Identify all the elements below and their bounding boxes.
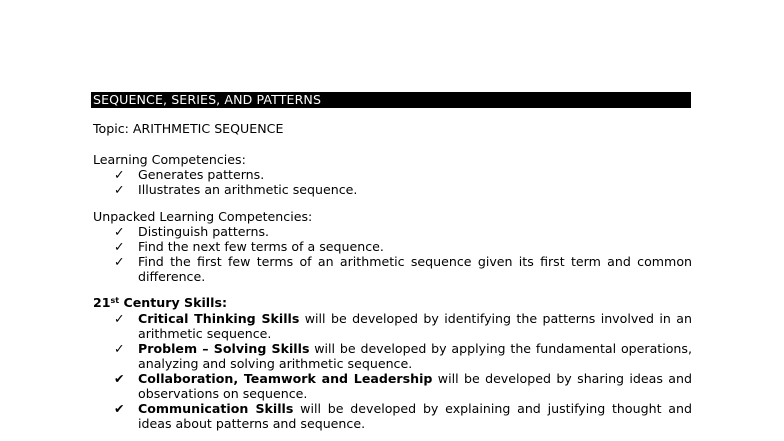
skill-name: Problem – Solving Skills	[138, 341, 310, 356]
checkmark-icon: ✔	[114, 371, 125, 386]
checkmark-icon: ✓	[114, 239, 125, 254]
skill-description: will be developed by sharing ideas and observations on sequence.	[138, 371, 692, 401]
checkmark-icon: ✓	[114, 341, 125, 356]
skill-name: Communication Skills	[138, 401, 294, 416]
list-item	[114, 311, 692, 341]
unpacked-competencies-list	[114, 224, 692, 284]
list-item	[114, 254, 692, 284]
list-item-text: Distinguish patterns.	[138, 224, 270, 239]
checkmark-icon: ✓	[114, 224, 125, 239]
learning-competencies-heading-text: Learning Competencies	[93, 152, 242, 167]
list-item	[114, 371, 692, 401]
skill-description: will be developed by applying the fundamental operations, analyzing and solving arithmetic sequence.	[138, 341, 692, 371]
checkmark-icon: ✓	[114, 311, 125, 326]
list-item	[114, 224, 692, 239]
learning-competencies-heading-colon: :	[241, 152, 246, 167]
topic-line: Topic: ARITHMETIC SEQUENCE	[93, 121, 284, 136]
checkmark-icon: ✔	[114, 401, 125, 416]
skill-description: will be developed by explaining and justifying thought and ideas about patterns and sequence.	[138, 401, 692, 431]
learning-competencies-list	[114, 167, 692, 197]
skill-name: Collaboration, Teamwork and Leadership	[138, 371, 433, 386]
skill-description: will be developed by identifying the patterns involved in an arithmetic sequence.	[138, 311, 693, 341]
checkmark-icon: ✓	[114, 182, 125, 197]
section-title-banner: SEQUENCE, SERIES, AND PATTERNS	[91, 92, 691, 108]
list-item-text: Illustrates an arithmetic sequence.	[138, 182, 358, 197]
checkmark-icon: ✓	[114, 167, 125, 182]
century-skills-list	[114, 311, 692, 431]
list-item	[114, 239, 692, 254]
skill-name: Critical Thinking Skills	[138, 311, 300, 326]
list-item	[114, 167, 692, 182]
list-item-text: Find the first few terms of an arithmetic sequence given its first term and common difference.	[138, 254, 692, 284]
learning-competencies-heading	[93, 152, 246, 168]
century-skills-heading-sup: st	[110, 296, 120, 305]
checkmark-icon: ✓	[114, 254, 125, 269]
list-item-text: Generates patterns.	[138, 167, 265, 182]
unpacked-competencies-heading: Unpacked Learning Competencies:	[93, 209, 313, 224]
century-skills-heading-text: Century Skills:	[119, 295, 227, 310]
list-item	[114, 401, 692, 431]
list-item	[114, 341, 692, 371]
century-skills-heading-number: 21	[93, 295, 111, 310]
list-item-text: Find the next few terms of a sequence.	[138, 239, 384, 254]
century-skills-heading	[93, 295, 227, 311]
list-item	[114, 182, 692, 197]
